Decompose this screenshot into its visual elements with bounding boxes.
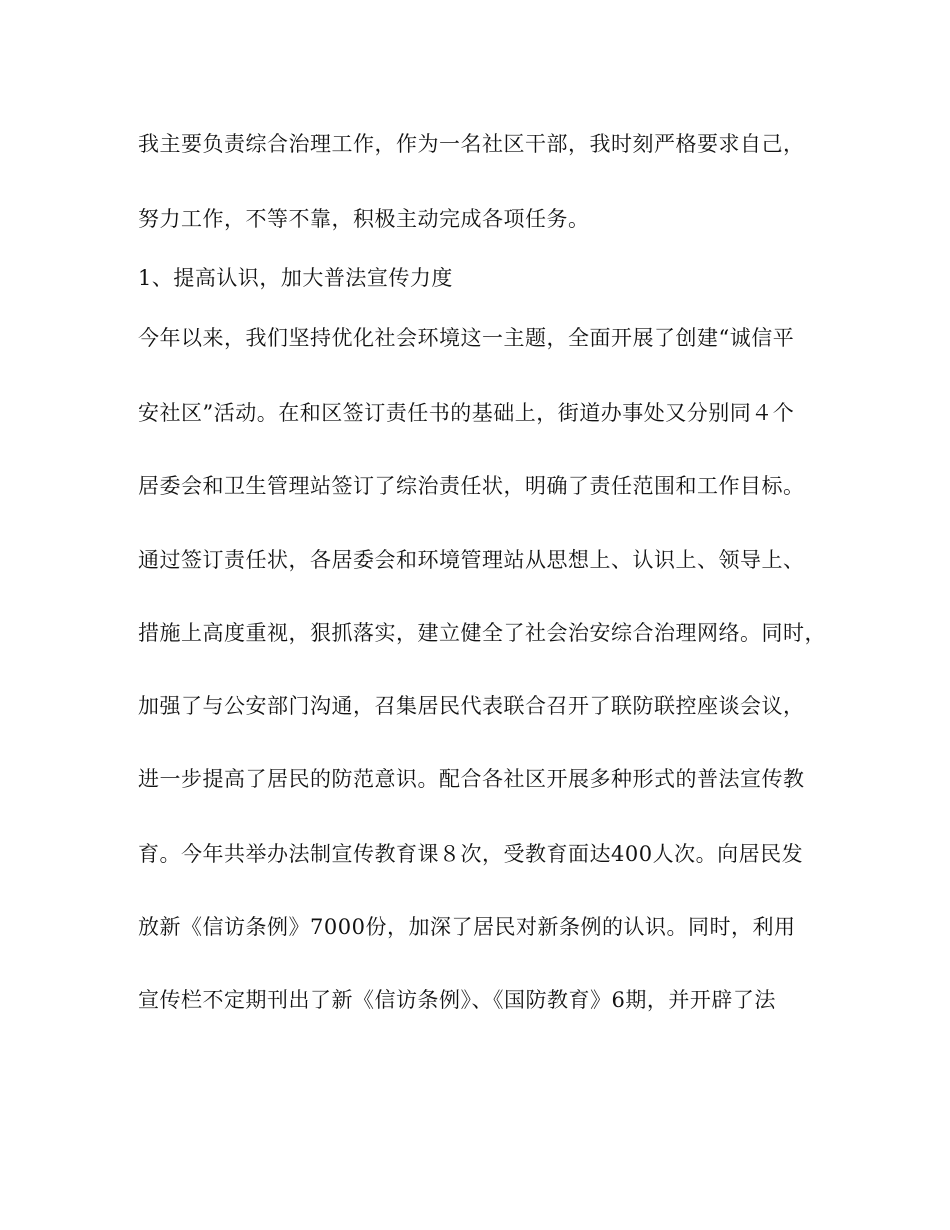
- body-text-line: 措施上高度重视，狠抓落实，建立健全了社会治安综合治理网络。同时，: [138, 621, 826, 645]
- body-text-line: 放新《信访条例》7000份，加深了居民对新条例的认识。同时，利用: [138, 915, 796, 939]
- body-text-line: 今年以来，我们坚持优化社会环境这一主题，全面开展了创建“诚信平: [138, 326, 795, 350]
- body-text-line: 通过签订责任状，各居委会和环境管理站从思想上、认识上、领导上、: [138, 548, 805, 572]
- body-text-line: 努力工作，不等不靠，积极主动完成各项任务。: [138, 207, 590, 231]
- body-text-line: 育。今年共举办法制宣传教育课８次，受教育面达400人次。向居民发: [138, 842, 804, 866]
- section-heading: 1、提高认识，加大普法宣传力度: [138, 266, 453, 290]
- body-text-line: 安社区”活动。在和区签订责任书的基础上，街道办事处又分别同４个: [138, 401, 795, 425]
- body-text-line: 进一步提高了居民的防范意识。配合各社区开展多种形式的普法宣传教: [138, 767, 805, 791]
- body-text-line: 加强了与公安部门沟通，召集居民代表联合召开了联防联控座谈会议，: [138, 694, 805, 718]
- body-text-line: 居委会和卫生管理站签订了综治责任状，明确了责任范围和工作目标。: [138, 474, 805, 498]
- body-text-line: 我主要负责综合治理工作，作为一名社区干部，我时刻严格要求自己，: [138, 132, 805, 156]
- body-text-line: 宣传栏不定期刊出了新《信访条例》、《国防教育》6期，并开辟了法: [138, 988, 776, 1012]
